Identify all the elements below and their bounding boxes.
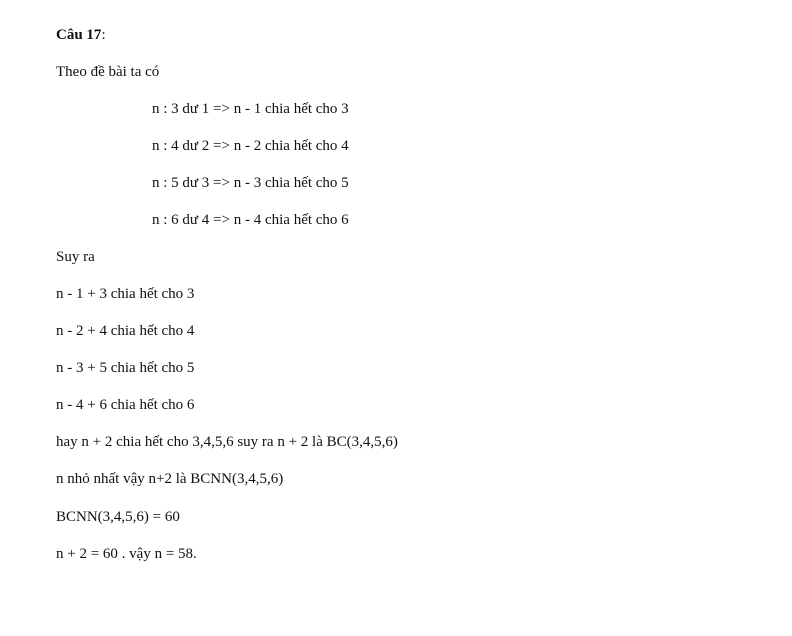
condition-line: n : 4 dư 2 => n - 2 chia hết cho 4 — [152, 138, 349, 154]
question-label: Câu 17 — [56, 27, 102, 43]
derived-line: n - 4 + 6 chia hết cho 6 — [56, 397, 195, 413]
condition-line: n : 3 dư 1 => n - 1 chia hết cho 3 — [152, 101, 349, 117]
derived-line: n - 2 + 4 chia hết cho 4 — [56, 323, 195, 339]
derived-line: n - 3 + 5 chia hết cho 5 — [56, 360, 195, 376]
condition-line: n : 6 dư 4 => n - 4 chia hết cho 6 — [152, 212, 349, 228]
conclusion-line: n nhỏ nhất vậy n+2 là BCNN(3,4,5,6) — [56, 471, 284, 487]
question-suffix: : — [101, 27, 106, 43]
conclusion-line: n + 2 = 60 . vậy n = 58. — [56, 546, 197, 562]
condition-line: n : 5 dư 3 => n - 3 chia hết cho 5 — [152, 175, 349, 191]
derived-line: n - 1 + 3 chia hết cho 3 — [56, 286, 195, 302]
conclusion-line: BCNN(3,4,5,6) = 60 — [56, 509, 180, 525]
question-heading — [56, 26, 106, 44]
therefore-text: Suy ra — [56, 249, 95, 265]
intro-text: Theo đề bài ta có — [56, 64, 160, 80]
conclusion-line: hay n + 2 chia hết cho 3,4,5,6 suy ra n + 2 là BC(3,4,5,6) — [56, 434, 398, 450]
